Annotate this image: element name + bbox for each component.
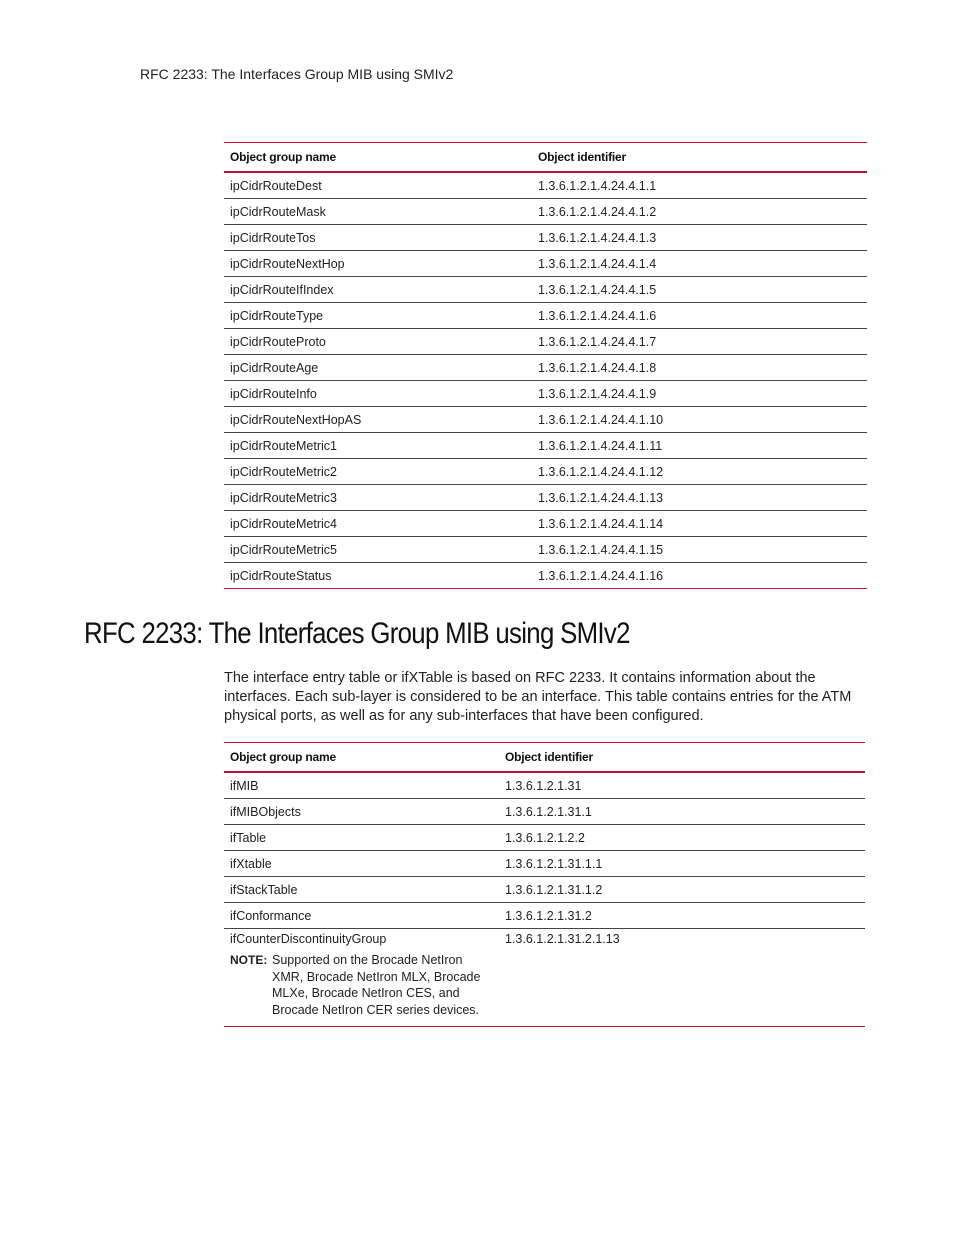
object-identifier: 1.3.6.1.2.1.31.1.1 bbox=[499, 851, 865, 877]
table-row bbox=[224, 355, 867, 381]
object-group-name: ipCidrRouteMask bbox=[224, 199, 532, 225]
note-text: Supported on the Brocade NetIron XMR, Brocade NetIron MLX, Brocade MLXe, Brocade NetIron CES, and Brocade NetIron CER series devices. bbox=[272, 953, 481, 1017]
object-identifier: 1.3.6.1.2.1.31 bbox=[499, 772, 865, 799]
object-identifier: 1.3.6.1.2.1.4.24.4.1.9 bbox=[532, 381, 867, 407]
table-row bbox=[224, 459, 867, 485]
object-identifier: 1.3.6.1.2.1.4.24.4.1.11 bbox=[532, 433, 867, 459]
table-row bbox=[224, 772, 865, 799]
object-identifier: 1.3.6.1.2.1.2.2 bbox=[499, 825, 865, 851]
object-group-name: ipCidrRouteIfIndex bbox=[224, 277, 532, 303]
table-row bbox=[224, 537, 867, 563]
object-group-name: ifConformance bbox=[224, 903, 499, 929]
table-row bbox=[224, 799, 865, 825]
object-group-name: ipCidrRouteTos bbox=[224, 225, 532, 251]
object-identifier: 1.3.6.1.2.1.4.24.4.1.12 bbox=[532, 459, 867, 485]
table-row bbox=[224, 251, 867, 277]
object-identifier: 1.3.6.1.2.1.4.24.4.1.2 bbox=[532, 199, 867, 225]
object-identifier: 1.3.6.1.2.1.31.1.2 bbox=[499, 877, 865, 903]
table-row bbox=[224, 485, 867, 511]
object-group-name: ipCidrRouteType bbox=[224, 303, 532, 329]
table-row bbox=[224, 903, 865, 929]
object-group-name: ipCidrRouteProto bbox=[224, 329, 532, 355]
table-row bbox=[224, 929, 865, 1027]
note-label: NOTE: bbox=[230, 953, 268, 967]
table-header-row bbox=[224, 743, 865, 773]
table-row bbox=[224, 172, 867, 199]
object-group-name: ifTable bbox=[224, 825, 499, 851]
object-group-name: ipCidrRouteMetric5 bbox=[224, 537, 532, 563]
object-identifier: 1.3.6.1.2.1.31.1 bbox=[499, 799, 865, 825]
table-row bbox=[224, 563, 867, 589]
object-identifier: 1.3.6.1.2.1.4.24.4.1.13 bbox=[532, 485, 867, 511]
object-identifier: 1.3.6.1.2.1.4.24.4.1.6 bbox=[532, 303, 867, 329]
object-identifier: 1.3.6.1.2.1.4.24.4.1.14 bbox=[532, 511, 867, 537]
object-identifier: 1.3.6.1.2.1.31.2.1.13 bbox=[499, 929, 865, 1027]
object-group-name: ifXtable bbox=[224, 851, 499, 877]
table-row bbox=[224, 199, 867, 225]
object-group-name: ipCidrRouteInfo bbox=[224, 381, 532, 407]
object-identifier: 1.3.6.1.2.1.4.24.4.1.4 bbox=[532, 251, 867, 277]
note-block bbox=[230, 952, 493, 1018]
object-group-name-cell bbox=[224, 929, 499, 1027]
object-group-name: ifMIBObjects bbox=[224, 799, 499, 825]
column-header-object-identifier: Object identifier bbox=[499, 743, 865, 773]
object-identifier: 1.3.6.1.2.1.4.24.4.1.1 bbox=[532, 172, 867, 199]
object-group-name: ifCounterDiscontinuityGroup bbox=[230, 932, 387, 946]
table-header-row bbox=[224, 143, 867, 173]
object-group-name: ipCidrRouteNextHopAS bbox=[224, 407, 532, 433]
object-identifier: 1.3.6.1.2.1.4.24.4.1.16 bbox=[532, 563, 867, 589]
object-group-name: ifStackTable bbox=[224, 877, 499, 903]
table-interfaces-group-objects bbox=[224, 742, 865, 1027]
running-header: RFC 2233: The Interfaces Group MIB using SMIv2 bbox=[140, 66, 454, 82]
table-row bbox=[224, 851, 865, 877]
column-header-object-group-name: Object group name bbox=[224, 743, 499, 773]
object-identifier: 1.3.6.1.2.1.4.24.4.1.7 bbox=[532, 329, 867, 355]
table-row bbox=[224, 511, 867, 537]
table-row bbox=[224, 303, 867, 329]
table-row bbox=[224, 225, 867, 251]
object-group-name: ipCidrRouteNextHop bbox=[224, 251, 532, 277]
object-group-name: ipCidrRouteAge bbox=[224, 355, 532, 381]
table-row bbox=[224, 433, 867, 459]
table-row bbox=[224, 329, 867, 355]
object-identifier: 1.3.6.1.2.1.4.24.4.1.15 bbox=[532, 537, 867, 563]
section-title: RFC 2233: The Interfaces Group MIB using SMIv2 bbox=[84, 617, 630, 650]
object-identifier: 1.3.6.1.2.1.4.24.4.1.5 bbox=[532, 277, 867, 303]
column-header-object-group-name: Object group name bbox=[224, 143, 532, 173]
object-group-name: ipCidrRouteMetric4 bbox=[224, 511, 532, 537]
object-identifier: 1.3.6.1.2.1.4.24.4.1.10 bbox=[532, 407, 867, 433]
object-group-name: ipCidrRouteDest bbox=[224, 172, 532, 199]
object-group-name: ipCidrRouteMetric2 bbox=[224, 459, 532, 485]
table-row bbox=[224, 407, 867, 433]
table-row bbox=[224, 825, 865, 851]
object-identifier: 1.3.6.1.2.1.4.24.4.1.3 bbox=[532, 225, 867, 251]
object-identifier: 1.3.6.1.2.1.31.2 bbox=[499, 903, 865, 929]
table-row bbox=[224, 381, 867, 407]
column-header-object-identifier: Object identifier bbox=[532, 143, 867, 173]
object-group-name: ipCidrRouteStatus bbox=[224, 563, 532, 589]
table-ipcidr-route-objects bbox=[224, 142, 867, 589]
object-identifier: 1.3.6.1.2.1.4.24.4.1.8 bbox=[532, 355, 867, 381]
table-row bbox=[224, 277, 867, 303]
table-row bbox=[224, 877, 865, 903]
object-group-name: ipCidrRouteMetric1 bbox=[224, 433, 532, 459]
object-group-name: ifMIB bbox=[224, 772, 499, 799]
section-intro-paragraph: The interface entry table or ifXTable is based on RFC 2233. It contains information about the interfaces. Each sub-layer is considered to be an interface. This table contains entries for the ATM physical ports, as well as for any sub-interfaces that have been configured. bbox=[224, 670, 852, 724]
object-group-name: ipCidrRouteMetric3 bbox=[224, 485, 532, 511]
